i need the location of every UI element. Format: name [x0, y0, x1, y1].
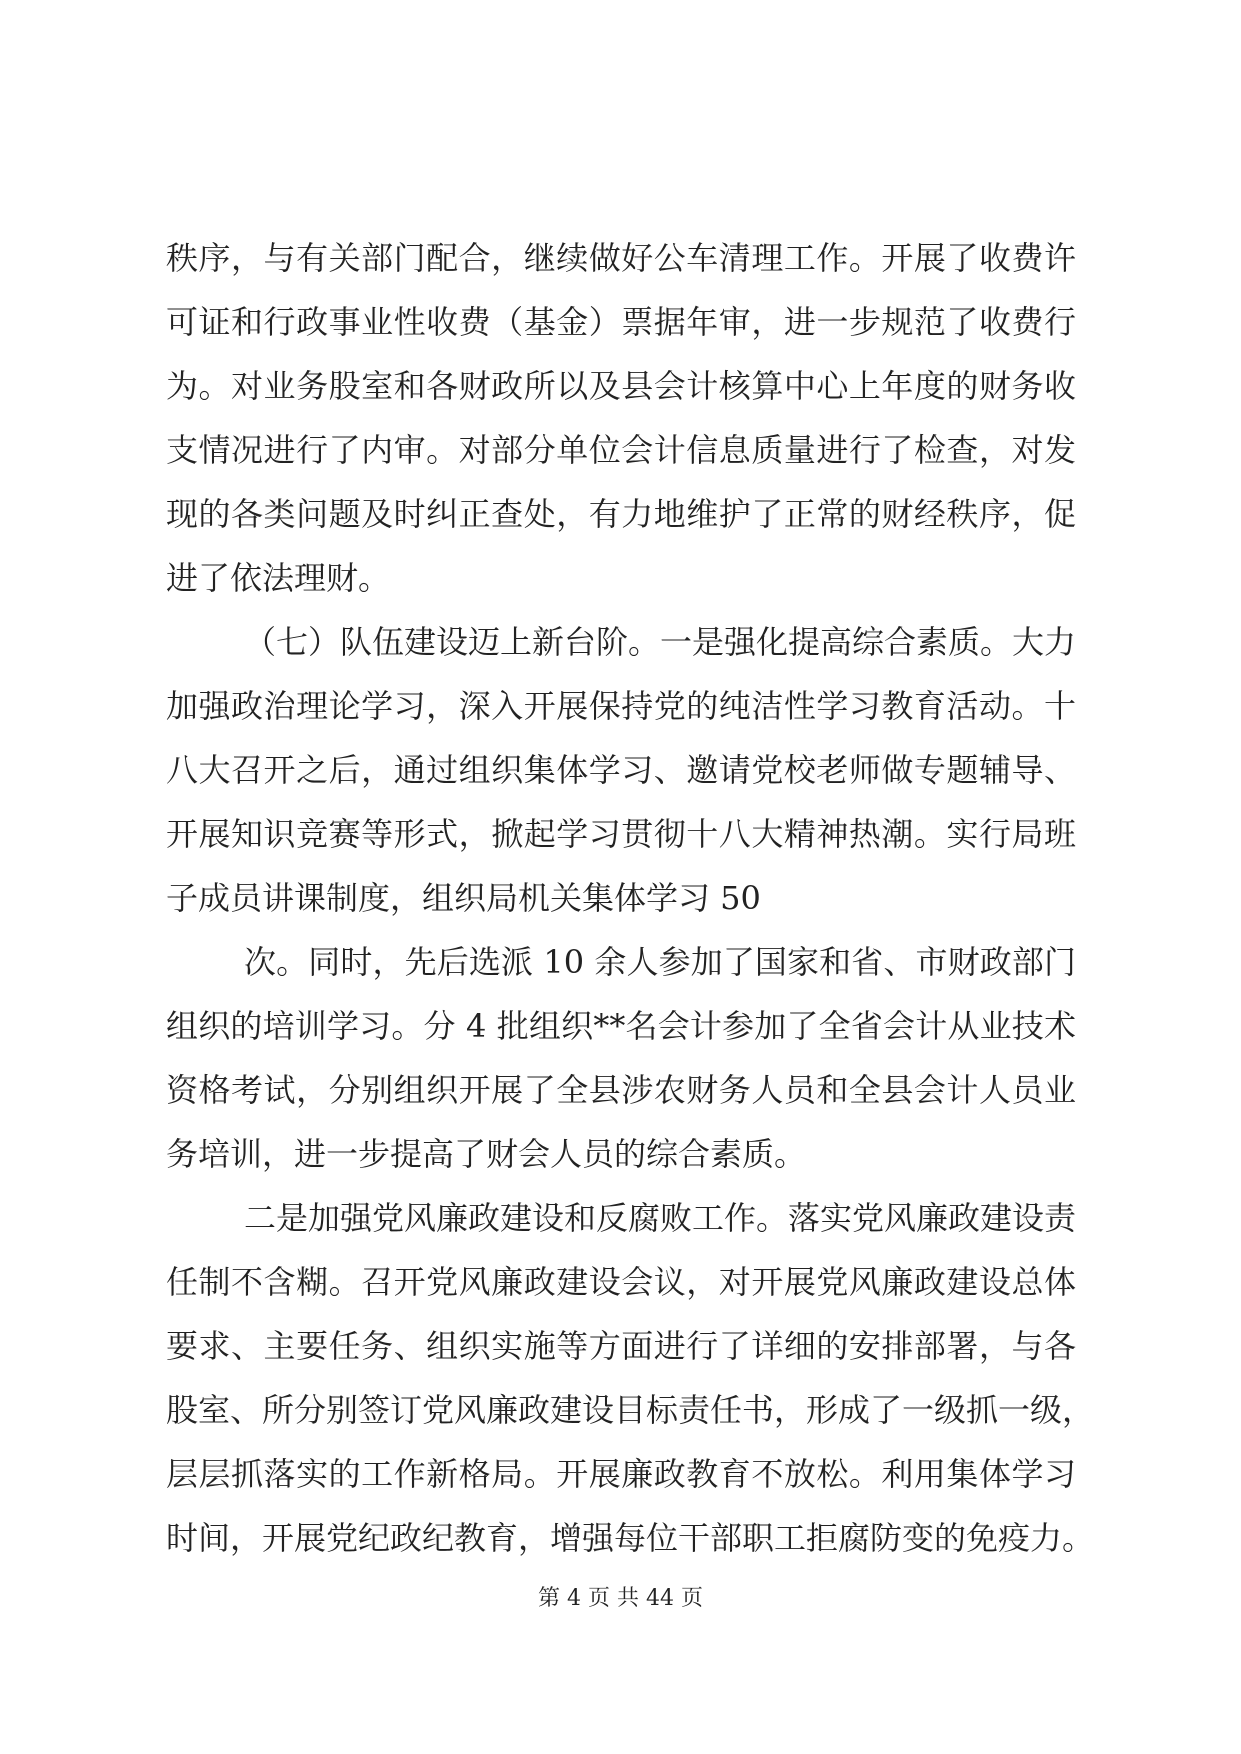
text-line: 八大召开之后，通过组织集体学习、邀请党校老师做专题辅导、 [166, 751, 1076, 789]
text-line: 开展知识竞赛等形式，掀起学习贯彻十八大精神热潮。实行局班 [166, 815, 1076, 853]
text-line: 次。同时，先后选派 10 余人参加了国家和省、市财政部门 [244, 943, 1076, 981]
document-body [166, 226, 1095, 1570]
text-line: 子成员讲课制度，组织局机关集体学习 50 [166, 879, 761, 917]
text-line: 支情况进行了内审。对部分单位会计信息质量进行了检查，对发 [166, 431, 1076, 469]
text-line: 要求、主要任务、组织实施等方面进行了详细的安排部署，与各 [166, 1327, 1076, 1365]
text-line: （七）队伍建设迈上新台阶。一是强化提高综合素质。大力 [244, 623, 1077, 661]
text-line: 加强政治理论学习，深入开展保持党的纯洁性学习教育活动。十 [166, 687, 1076, 725]
text-line: 组织的培训学习。分 4 批组织**名会计参加了全省会计从业技术 [166, 1007, 1076, 1045]
text-line: 可证和行政事业性收费（基金）票据年审，进一步规范了收费行 [166, 303, 1076, 341]
text-line: 务培训，进一步提高了财会人员的综合素质。 [166, 1135, 807, 1173]
text-line: 任制不含糊。召开党风廉政建设会议，对开展党风廉政建设总体 [166, 1263, 1076, 1301]
text-line: 进了依法理财。 [166, 559, 391, 597]
text-line: 时间，开展党纪政纪教育，增强每位干部职工拒腐防变的免疫力。 [166, 1519, 1095, 1557]
text-line: 层层抓落实的工作新格局。开展廉政教育不放松。利用集体学习 [166, 1455, 1076, 1493]
text-line: 为。对业务股室和各财政所以及县会计核算中心上年度的财务收 [166, 367, 1076, 405]
text-line: 二是加强党风廉政建设和反腐败工作。落实党风廉政建设责 [244, 1199, 1077, 1237]
text-line: 现的各类问题及时纠正查处，有力地维护了正常的财经秩序，促 [166, 495, 1076, 533]
text-line: 资格考试，分别组织开展了全县涉农财务人员和全县会计人员业 [166, 1071, 1076, 1109]
text-line: 股室、所分别签订党风廉政建设目标责任书，形成了一级抓一级， [166, 1391, 1095, 1429]
page-number-footer: 第 4 页 共 44 页 [538, 1586, 703, 1611]
text-line: 秩序，与有关部门配合，继续做好公车清理工作。开展了收费许 [166, 239, 1076, 277]
